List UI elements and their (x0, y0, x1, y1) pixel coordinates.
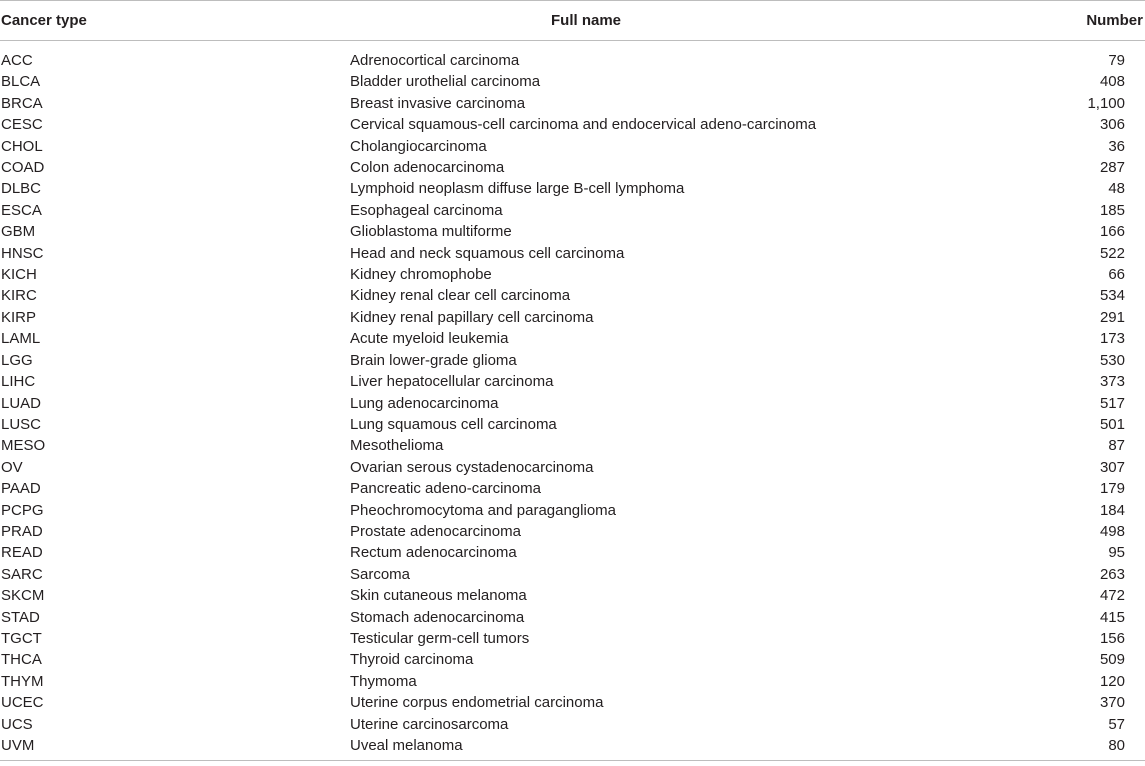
table-row (0, 71, 1145, 92)
cell-number: 166 (1099, 223, 1125, 241)
cell-number: 173 (1099, 330, 1125, 348)
header-full-name: Full name (348, 1, 1035, 41)
cell-cancer-type: READ (1, 544, 43, 562)
cell-cancer-type: THCA (1, 651, 42, 669)
cell-full-name: Testicular germ-cell tumors (350, 629, 530, 647)
cell-cancer-type: UVM (0, 735, 348, 761)
cell-cancer-type: DLBC (1, 180, 42, 198)
cell-number: 306 (1099, 116, 1125, 134)
table-row (0, 93, 1145, 114)
table-row (0, 692, 1145, 713)
cell-cancer-type: KICH (1, 266, 37, 284)
cell-cancer-type: SARC (1, 565, 43, 583)
table-row (0, 457, 1145, 478)
cell-cancer-type: LAML (1, 330, 41, 348)
cell-number: 57 (1108, 715, 1125, 733)
table-row (0, 478, 1145, 499)
table-row (0, 136, 1145, 157)
header-number: Number (1035, 1, 1145, 41)
table-row (0, 435, 1145, 456)
cell-number: 156 (1099, 629, 1125, 647)
cell-number: 263 (1099, 565, 1125, 583)
table-row (0, 393, 1145, 414)
table-body (0, 41, 1145, 761)
cell-full-name: Esophageal carcinoma (350, 201, 503, 219)
cell-full-name: Stomach adenocarcinoma (350, 608, 525, 626)
cell-number: 501 (1099, 415, 1125, 433)
cell-full-name: Prostate adenocarcinoma (350, 522, 521, 540)
cell-full-name: Thyroid carcinoma (350, 651, 474, 669)
cell-cancer-type: UCEC (1, 694, 44, 712)
cell-cancer-type: CESC (1, 116, 43, 134)
cell-number: 408 (1099, 73, 1125, 91)
cell-full-name: Uterine corpus endometrial carcinoma (350, 694, 604, 712)
cell-number: 36 (1108, 137, 1125, 155)
cell-number: 534 (1099, 287, 1125, 305)
table-row (0, 200, 1145, 221)
cell-cancer-type: PCPG (1, 501, 44, 519)
cell-cancer-type: LUSC (1, 415, 42, 433)
table-row (0, 714, 1145, 735)
cell-number: 370 (1099, 694, 1125, 712)
cell-full-name: Liver hepatocellular carcinoma (350, 373, 554, 391)
cell-cancer-type: ESCA (1, 201, 42, 219)
cell-full-name: Uveal melanoma (348, 735, 1035, 761)
table-row (0, 243, 1145, 264)
cell-number: 287 (1099, 159, 1125, 177)
cell-full-name: Adrenocortical carcinoma (350, 52, 520, 69)
cell-full-name: Cholangiocarcinoma (350, 137, 487, 155)
cell-full-name: Head and neck squamous cell carcinoma (350, 244, 625, 262)
cell-cancer-type: CHOL (1, 137, 43, 155)
cell-cancer-type: KIRC (1, 287, 37, 305)
cell-cancer-type: BLCA (1, 73, 41, 91)
cell-cancer-type: GBM (1, 223, 36, 241)
table-row (0, 521, 1145, 542)
cell-full-name: Ovarian serous cystadenocarcinoma (350, 458, 594, 476)
cell-number: 373 (1099, 373, 1125, 391)
cell-full-name: Acute myeloid leukemia (350, 330, 509, 348)
cell-number: 95 (1108, 544, 1125, 562)
header-row (0, 1, 1145, 41)
cell-number: 509 (1099, 651, 1125, 669)
cell-cancer-type: SKCM (1, 587, 45, 605)
cell-number: 87 (1108, 437, 1125, 455)
cell-number: 291 (1099, 308, 1125, 326)
cell-full-name: Thymoma (350, 672, 417, 690)
cell-cancer-type: KIRP (1, 308, 37, 326)
cell-full-name: Kidney chromophobe (350, 266, 492, 284)
table-header (0, 1, 1145, 41)
cell-full-name: Lung adenocarcinoma (350, 394, 499, 412)
cell-cancer-type: STAD (1, 608, 40, 626)
cell-number: 185 (1099, 201, 1125, 219)
cell-cancer-type: COAD (1, 159, 45, 177)
cell-cancer-type: UCS (1, 715, 33, 733)
table-row (0, 607, 1145, 628)
table-row (0, 671, 1145, 692)
cell-full-name: Brain lower-grade glioma (350, 351, 517, 369)
table-row (0, 41, 1145, 72)
cell-cancer-type: BRCA (1, 94, 43, 112)
table-row (0, 414, 1145, 435)
cell-cancer-type: ACC (1, 52, 33, 69)
header-cancer-type: Cancer type (0, 1, 348, 41)
cell-cancer-type: PAAD (1, 480, 41, 498)
cell-full-name: Mesothelioma (350, 437, 444, 455)
table-row (0, 500, 1145, 521)
cell-full-name: Sarcoma (350, 565, 411, 583)
table-row (0, 628, 1145, 649)
cell-full-name: Glioblastoma multiforme (350, 223, 512, 241)
cell-number: 498 (1099, 522, 1125, 540)
cell-number: 80 (1035, 735, 1145, 761)
cell-number: 66 (1108, 266, 1125, 284)
cell-full-name: Pheochromocytoma and paraganglioma (350, 501, 616, 519)
table-row (0, 221, 1145, 242)
cell-number: 415 (1099, 608, 1125, 626)
cell-number: 1,100 (1087, 94, 1125, 112)
table-row (0, 649, 1145, 670)
cell-number: 517 (1099, 394, 1125, 412)
cell-cancer-type: OV (1, 458, 23, 476)
cell-number: 184 (1099, 501, 1125, 519)
table-row (0, 157, 1145, 178)
cell-full-name: Breast invasive carcinoma (350, 94, 526, 112)
table-row (0, 328, 1145, 349)
table-row (0, 564, 1145, 585)
cell-cancer-type: MESO (1, 437, 46, 455)
cell-full-name: Lung squamous cell carcinoma (350, 415, 557, 433)
table-row (0, 371, 1145, 392)
cell-cancer-type: PRAD (1, 522, 43, 540)
table-row (0, 178, 1145, 199)
table-row (0, 114, 1145, 135)
cell-full-name: Bladder urothelial carcinoma (350, 73, 541, 91)
cell-full-name: Skin cutaneous melanoma (350, 587, 527, 605)
cell-number: 120 (1099, 672, 1125, 690)
cell-number: 179 (1099, 480, 1125, 498)
table-row (0, 542, 1145, 563)
table-row (0, 264, 1145, 285)
cell-cancer-type: HNSC (1, 244, 44, 262)
cell-full-name: Rectum adenocarcinoma (350, 544, 517, 562)
cell-cancer-type: THYM (1, 672, 44, 690)
cell-full-name: Lymphoid neoplasm diffuse large B-cell lymphoma (350, 180, 685, 198)
cell-cancer-type: LUAD (1, 394, 42, 412)
cell-number: 522 (1099, 244, 1125, 262)
table-row (0, 307, 1145, 328)
cell-number: 307 (1099, 458, 1125, 476)
cell-number: 472 (1099, 587, 1125, 605)
cell-cancer-type: TGCT (1, 629, 42, 647)
cell-number: 79 (1108, 52, 1125, 69)
cell-full-name: Colon adenocarcinoma (350, 159, 505, 177)
table-row (0, 735, 1145, 761)
cell-full-name: Kidney renal clear cell carcinoma (350, 287, 571, 305)
table-row (0, 285, 1145, 306)
cell-full-name: Pancreatic adeno-carcinoma (350, 480, 541, 498)
table-row (0, 585, 1145, 606)
cell-cancer-type: LGG (1, 351, 33, 369)
cell-number: 530 (1099, 351, 1125, 369)
cell-full-name: Kidney renal papillary cell carcinoma (350, 308, 594, 326)
cell-full-name: Cervical squamous-cell carcinoma and endocervical adeno-carcinoma (350, 116, 817, 134)
cell-full-name: Uterine carcinosarcoma (350, 715, 509, 733)
table-row (0, 350, 1145, 371)
cell-number: 48 (1108, 180, 1125, 198)
cell-cancer-type: LIHC (1, 373, 36, 391)
